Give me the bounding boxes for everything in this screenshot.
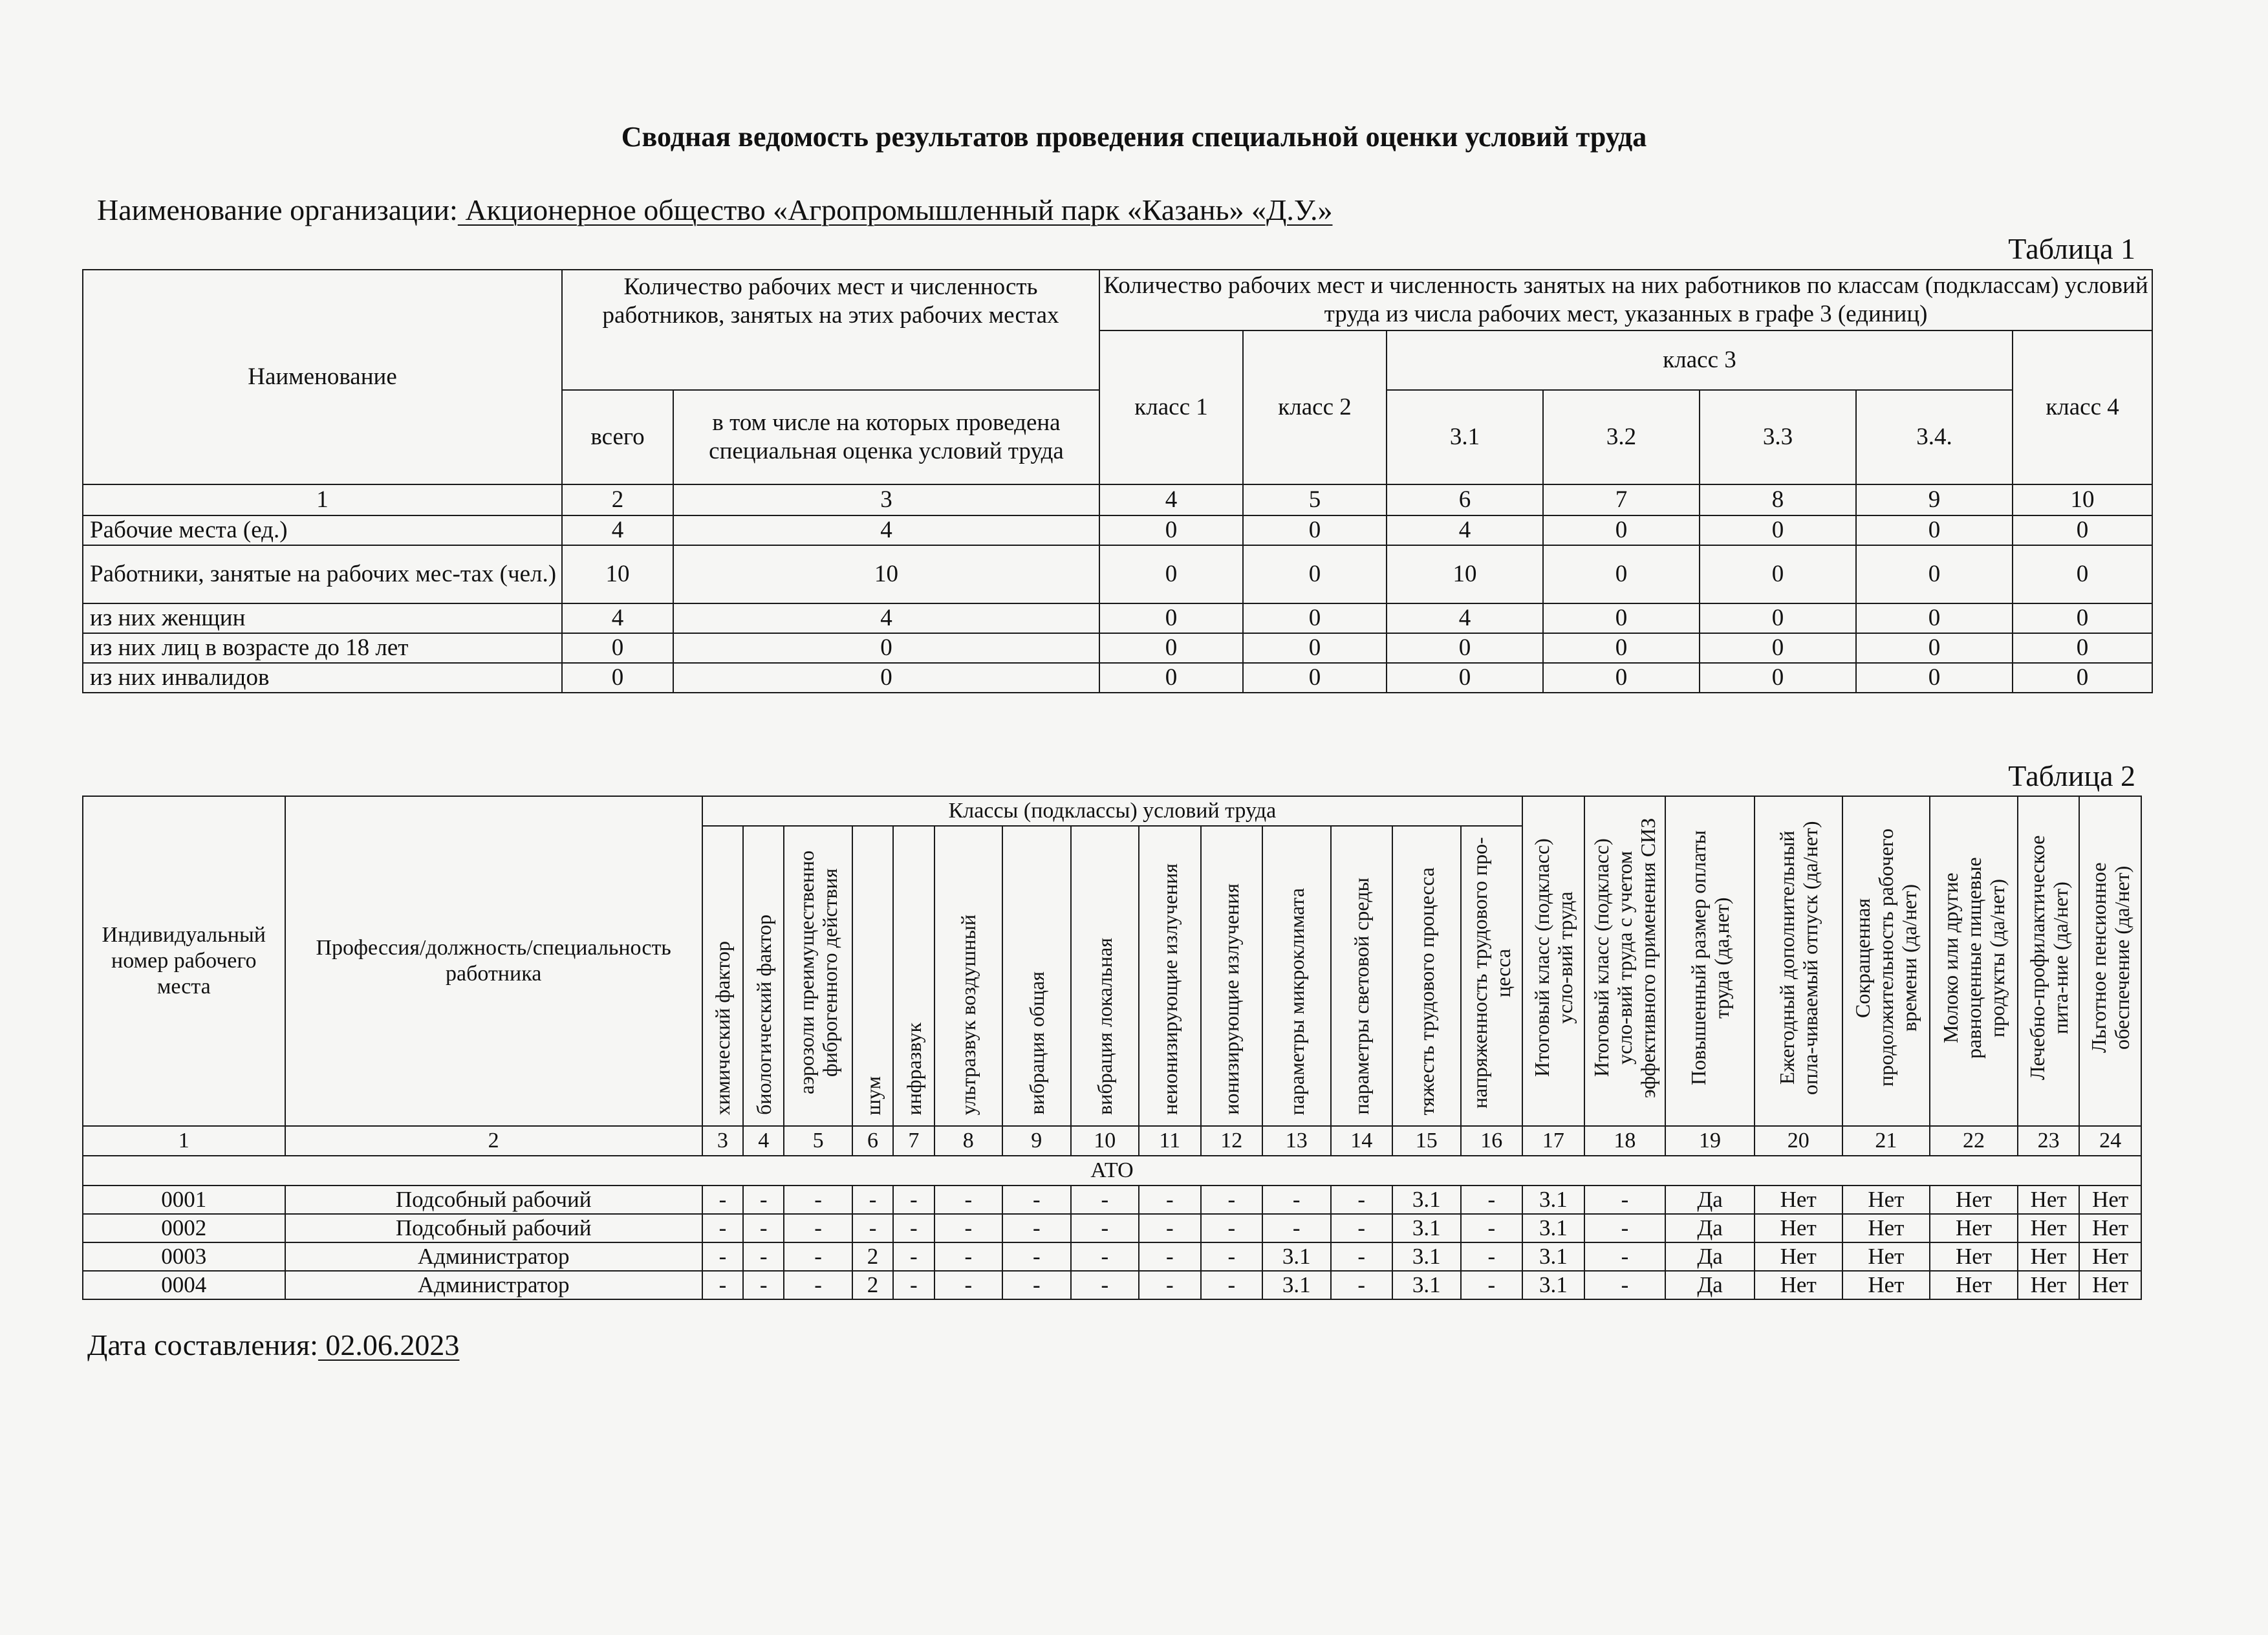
column-number: 5 bbox=[1243, 484, 1387, 515]
header-extra bbox=[1665, 796, 1755, 1126]
header-total: всего bbox=[562, 390, 673, 484]
table-cell: 0 bbox=[1543, 515, 1700, 545]
table-row bbox=[83, 515, 2152, 545]
table-cell: Нет bbox=[1842, 1186, 1930, 1214]
table-cell: - bbox=[1002, 1242, 1071, 1271]
table-cell: Да bbox=[1665, 1186, 1755, 1214]
organization-name: Акционерное общество «Агропромышленный парк «Казань» «Д.У.» bbox=[457, 193, 1333, 226]
table-cell: 0 bbox=[1243, 633, 1387, 663]
header-factor-text: биологический фактор bbox=[751, 915, 775, 1115]
table-cell: - bbox=[893, 1271, 934, 1299]
header-extra bbox=[1930, 796, 2018, 1126]
table-cell: 10 bbox=[1387, 545, 1543, 603]
header-extra-text: Лечебно-профилактическое пита-ние (да/нет) bbox=[2025, 835, 2072, 1081]
table-cell: 0 bbox=[1099, 603, 1243, 633]
table-cell: - bbox=[1201, 1186, 1262, 1214]
table-cell: 3.1 bbox=[1392, 1271, 1461, 1299]
header-factor-text: напряженность трудового про-цесса bbox=[1468, 837, 1515, 1109]
table-cell: 3.1 bbox=[1522, 1186, 1584, 1214]
table-row bbox=[83, 603, 2152, 633]
table-cell: - bbox=[743, 1242, 784, 1271]
table-cell: 2 bbox=[852, 1271, 893, 1299]
date-line bbox=[87, 1326, 459, 1365]
workplace-number: 0002 bbox=[83, 1214, 285, 1242]
column-number: 15 bbox=[1392, 1126, 1461, 1156]
table-cell: - bbox=[1139, 1186, 1200, 1214]
table-cell: - bbox=[893, 1214, 934, 1242]
table-cell: - bbox=[1201, 1214, 1262, 1242]
table2-caption: Таблица 2 bbox=[2008, 759, 2135, 792]
table-cell: 4 bbox=[562, 515, 673, 545]
table-cell: - bbox=[1002, 1271, 1071, 1299]
column-number: 9 bbox=[1856, 484, 2013, 515]
header-extra-text: Итоговый класс (подкласс) усло-вий труда с учетом эффективного применения СИЗ bbox=[1590, 817, 1660, 1098]
header-factor-text: вибрация общая bbox=[1024, 971, 1048, 1115]
column-numbers-row bbox=[83, 1126, 2141, 1156]
table-cell: 3.1 bbox=[1392, 1242, 1461, 1271]
header-factor-text: параметры световой среды bbox=[1350, 878, 1374, 1115]
table-cell: - bbox=[1002, 1214, 1071, 1242]
table-cell: - bbox=[1331, 1186, 1392, 1214]
table-cell: 3.1 bbox=[1262, 1271, 1331, 1299]
header-name: Наименование bbox=[83, 270, 562, 484]
column-number: 9 bbox=[1002, 1126, 1071, 1156]
table-cell: - bbox=[934, 1271, 1003, 1299]
table-cell: 3.1 bbox=[1392, 1186, 1461, 1214]
table-cell: Нет bbox=[2018, 1214, 2079, 1242]
column-number: 3 bbox=[673, 484, 1099, 515]
header-factor bbox=[702, 826, 743, 1126]
table-cell: Нет bbox=[2079, 1271, 2141, 1299]
header-extra-text: Сокращенная продолжительность рабочего времени (да/нет) bbox=[1851, 828, 1921, 1087]
table-cell: - bbox=[1071, 1271, 1139, 1299]
table-cell: 0 bbox=[1243, 545, 1387, 603]
table-cell: Нет bbox=[1755, 1186, 1842, 1214]
table-cell: Нет bbox=[2018, 1242, 2079, 1271]
table-cell: 0 bbox=[562, 663, 673, 693]
column-number: 6 bbox=[1387, 484, 1543, 515]
column-number: 17 bbox=[1522, 1126, 1584, 1156]
column-number: 16 bbox=[1461, 1126, 1523, 1156]
header-class4: класс 4 bbox=[2013, 330, 2152, 484]
header-factor-text: неионизирующие излучения bbox=[1158, 863, 1182, 1115]
table-cell: 0 bbox=[1700, 633, 1856, 663]
table-cell: - bbox=[1461, 1214, 1523, 1242]
header-assessed: в том числе на которых проведена специальная оценка условий труда bbox=[673, 390, 1099, 484]
table-cell: 0 bbox=[1243, 603, 1387, 633]
table-row bbox=[83, 1214, 2141, 1242]
header-extra-text: Повышенный размер оплаты труда (да,нет) bbox=[1687, 830, 1734, 1086]
table-cell: - bbox=[1461, 1242, 1523, 1271]
table-cell: 0 bbox=[1856, 633, 2013, 663]
table-cell: 0 bbox=[1243, 663, 1387, 693]
column-number: 20 bbox=[1755, 1126, 1842, 1156]
table-cell: Нет bbox=[2018, 1186, 2079, 1214]
table-cell: 0 bbox=[1099, 515, 1243, 545]
table-cell: 4 bbox=[673, 515, 1099, 545]
table-cell: - bbox=[1584, 1242, 1666, 1271]
table-cell: - bbox=[893, 1242, 934, 1271]
table-cell: - bbox=[784, 1214, 852, 1242]
table-cell: 0 bbox=[1856, 603, 2013, 633]
table-cell: Нет bbox=[1755, 1271, 1842, 1299]
document-title: Сводная ведомость результатов проведения специальной оценки условий труда bbox=[621, 121, 1647, 153]
table-cell: 0 bbox=[1543, 603, 1700, 633]
table-cell: Нет bbox=[1755, 1214, 1842, 1242]
profession-name: Администратор bbox=[285, 1271, 702, 1299]
header-factor bbox=[934, 826, 1003, 1126]
table-cell: 3.1 bbox=[1522, 1214, 1584, 1242]
header-sub-3-4: 3.4. bbox=[1856, 390, 2013, 484]
profession-name: Подсобный рабочий bbox=[285, 1214, 702, 1242]
table-row bbox=[83, 545, 2152, 603]
table-cell: - bbox=[702, 1271, 743, 1299]
table1-caption: Таблица 1 bbox=[2008, 232, 2135, 265]
table-cell: 0 bbox=[1856, 515, 2013, 545]
table-cell: 2 bbox=[852, 1242, 893, 1271]
organization-line bbox=[97, 191, 1332, 230]
header-extra bbox=[1584, 796, 1666, 1126]
header-factor-text: аэрозоли преимущественно фиброгенного действия bbox=[795, 850, 842, 1095]
column-number: 4 bbox=[1099, 484, 1243, 515]
header-classes-group: Количество рабочих мест и численность занятых на них работников по классам (подклассам) условий труда из числа рабочих мест, указанных в графе 3 (единиц) bbox=[1099, 270, 2152, 330]
date-value: 02.06.2023 bbox=[318, 1328, 460, 1361]
row-label: из них инвалидов bbox=[83, 663, 562, 693]
table-cell: - bbox=[1331, 1271, 1392, 1299]
table-cell: 0 bbox=[1387, 633, 1543, 663]
workplace-number: 0001 bbox=[83, 1186, 285, 1214]
table-cell: - bbox=[1139, 1214, 1200, 1242]
table-cell: Нет bbox=[1842, 1242, 1930, 1271]
table-cell: Нет bbox=[1930, 1242, 2018, 1271]
table-row bbox=[83, 1271, 2141, 1299]
column-number: 18 bbox=[1584, 1126, 1666, 1156]
table-cell: Нет bbox=[2018, 1271, 2079, 1299]
column-number: 2 bbox=[562, 484, 673, 515]
table-cell: - bbox=[702, 1242, 743, 1271]
table-cell: - bbox=[1584, 1271, 1666, 1299]
column-number: 21 bbox=[1842, 1126, 1930, 1156]
table-cell: - bbox=[1584, 1186, 1666, 1214]
table-cell: 0 bbox=[673, 633, 1099, 663]
header-factor-text: тяжесть трудового процесса bbox=[1414, 867, 1438, 1115]
table-cell: - bbox=[893, 1186, 934, 1214]
table-cell: Нет bbox=[1842, 1271, 1930, 1299]
table-cell: - bbox=[1331, 1242, 1392, 1271]
table-cell: 4 bbox=[562, 603, 673, 633]
header-profession: Профессия/должность/специальность работника bbox=[285, 796, 702, 1126]
table-cell: Нет bbox=[2079, 1186, 2141, 1214]
header-extra bbox=[2018, 796, 2079, 1126]
table-cell: - bbox=[1201, 1242, 1262, 1271]
table-cell: 4 bbox=[673, 603, 1099, 633]
table-cell: Да bbox=[1665, 1242, 1755, 1271]
organization-label: Наименование организации: bbox=[97, 193, 458, 226]
table-cell: - bbox=[852, 1214, 893, 1242]
table-cell: 0 bbox=[2013, 663, 2152, 693]
header-factor bbox=[893, 826, 934, 1126]
table-cell: 0 bbox=[673, 663, 1099, 693]
column-number: 10 bbox=[1071, 1126, 1139, 1156]
table-row bbox=[83, 1186, 2141, 1214]
table-cell: - bbox=[1071, 1214, 1139, 1242]
table-cell: - bbox=[1262, 1186, 1331, 1214]
column-number: 22 bbox=[1930, 1126, 2018, 1156]
table-cell: Да bbox=[1665, 1214, 1755, 1242]
table-cell: - bbox=[1461, 1271, 1523, 1299]
table-cell: - bbox=[934, 1186, 1003, 1214]
table-cell: Нет bbox=[1930, 1214, 2018, 1242]
table-cell: 0 bbox=[1387, 663, 1543, 693]
header-extra bbox=[1522, 796, 1584, 1126]
header-factor-text: ионизирующие излучения bbox=[1220, 883, 1244, 1115]
table-cell: 10 bbox=[673, 545, 1099, 603]
column-numbers-row bbox=[83, 484, 2152, 515]
header-sub-3-2: 3.2 bbox=[1543, 390, 1700, 484]
table-row bbox=[83, 663, 2152, 693]
table-cell: 0 bbox=[1543, 663, 1700, 693]
table-cell: 0 bbox=[1543, 545, 1700, 603]
table-cell: 0 bbox=[2013, 603, 2152, 633]
table-cell: Нет bbox=[2079, 1214, 2141, 1242]
table-cell: - bbox=[784, 1242, 852, 1271]
header-extra bbox=[1842, 796, 1930, 1126]
table1 bbox=[82, 269, 2153, 693]
table-cell: - bbox=[702, 1214, 743, 1242]
header-extra-text: Льготное пенсионное обеспечение (да/нет) bbox=[2087, 862, 2134, 1054]
table-cell: 4 bbox=[1387, 603, 1543, 633]
table-cell: Нет bbox=[1755, 1242, 1842, 1271]
table-cell: - bbox=[1262, 1214, 1331, 1242]
header-factor-text: вибрация локальная bbox=[1093, 938, 1117, 1115]
date-label: Дата составления: bbox=[87, 1328, 318, 1361]
column-number: 8 bbox=[1700, 484, 1856, 515]
column-number: 8 bbox=[934, 1126, 1003, 1156]
table-cell: - bbox=[1071, 1242, 1139, 1271]
section-label: АТО bbox=[83, 1156, 2141, 1186]
column-number: 19 bbox=[1665, 1126, 1755, 1156]
section-row bbox=[83, 1156, 2141, 1186]
header-factor bbox=[1071, 826, 1139, 1126]
table-cell: 0 bbox=[1543, 633, 1700, 663]
table-cell: 3.1 bbox=[1522, 1242, 1584, 1271]
profession-name: Подсобный рабочий bbox=[285, 1186, 702, 1214]
workplace-number: 0004 bbox=[83, 1271, 285, 1299]
header-sub-3-3: 3.3 bbox=[1700, 390, 1856, 484]
table-cell: 0 bbox=[1700, 663, 1856, 693]
header-factor bbox=[1262, 826, 1331, 1126]
header-extra-text: Молоко или другие равноценные пищевые продукты (да/нет) bbox=[1939, 857, 2009, 1059]
column-number: 6 bbox=[852, 1126, 893, 1156]
header-classes: Классы (подклассы) условий труда bbox=[702, 796, 1522, 826]
profession-name: Администратор bbox=[285, 1242, 702, 1271]
workplace-number: 0003 bbox=[83, 1242, 285, 1271]
header-sub-3-1: 3.1 bbox=[1387, 390, 1543, 484]
header-count-group: Количество рабочих мест и численность работников, занятых на этих рабочих местах bbox=[562, 270, 1099, 390]
table-cell: Нет bbox=[1842, 1214, 1930, 1242]
row-label: из них женщин bbox=[83, 603, 562, 633]
row-label: Рабочие места (ед.) bbox=[83, 515, 562, 545]
header-factor bbox=[1139, 826, 1200, 1126]
table-cell: - bbox=[934, 1214, 1003, 1242]
table-cell: 3.1 bbox=[1522, 1271, 1584, 1299]
table-cell: - bbox=[1071, 1186, 1139, 1214]
table-cell: - bbox=[784, 1186, 852, 1214]
table-cell: 4 bbox=[1387, 515, 1543, 545]
table-cell: - bbox=[1201, 1271, 1262, 1299]
table-cell: - bbox=[1584, 1214, 1666, 1242]
header-workplace-number: Индивидуальный номер рабочего места bbox=[83, 796, 285, 1126]
row-label: из них лиц в возрасте до 18 лет bbox=[83, 633, 562, 663]
table-cell: Нет bbox=[1930, 1186, 2018, 1214]
table-cell: - bbox=[1139, 1271, 1200, 1299]
column-number: 1 bbox=[83, 484, 562, 515]
column-number: 1 bbox=[83, 1126, 285, 1156]
table-row bbox=[83, 633, 2152, 663]
column-number: 23 bbox=[2018, 1126, 2079, 1156]
header-factor bbox=[1461, 826, 1523, 1126]
header-factor bbox=[1201, 826, 1262, 1126]
table-cell: 0 bbox=[1700, 603, 1856, 633]
table-cell: 0 bbox=[562, 633, 673, 663]
table-cell: Нет bbox=[1930, 1271, 2018, 1299]
table-cell: - bbox=[852, 1186, 893, 1214]
table-cell: 0 bbox=[1700, 515, 1856, 545]
column-number: 4 bbox=[743, 1126, 784, 1156]
header-factor bbox=[1392, 826, 1461, 1126]
header-factor bbox=[1002, 826, 1071, 1126]
table-cell: 3.1 bbox=[1392, 1214, 1461, 1242]
table-cell: Да bbox=[1665, 1271, 1755, 1299]
column-number: 7 bbox=[893, 1126, 934, 1156]
header-extra bbox=[1755, 796, 1842, 1126]
table-cell: - bbox=[743, 1214, 784, 1242]
table-cell: - bbox=[743, 1186, 784, 1214]
table-cell: - bbox=[1331, 1214, 1392, 1242]
header-factor-text: химический фактор bbox=[711, 940, 735, 1115]
table-cell: - bbox=[702, 1186, 743, 1214]
header-factor-text: инфразвук bbox=[902, 1022, 925, 1115]
table-cell: 0 bbox=[2013, 515, 2152, 545]
table-cell: 0 bbox=[1856, 663, 2013, 693]
column-number: 14 bbox=[1331, 1126, 1392, 1156]
header-extra-text: Ежегодный дополнительный опла-чиваемый отпуск (да/нет) bbox=[1775, 821, 1822, 1095]
column-number: 3 bbox=[702, 1126, 743, 1156]
table-cell: 10 bbox=[562, 545, 673, 603]
column-number: 2 bbox=[285, 1126, 702, 1156]
table-cell: 0 bbox=[1243, 515, 1387, 545]
table-cell: - bbox=[784, 1271, 852, 1299]
header-factor bbox=[1331, 826, 1392, 1126]
header-factor-text: шум bbox=[861, 1076, 885, 1115]
row-label: Работники, занятые на рабочих мес-тах (чел.) bbox=[83, 545, 562, 603]
table-cell: - bbox=[743, 1271, 784, 1299]
column-number: 7 bbox=[1543, 484, 1700, 515]
table-cell: 0 bbox=[1700, 545, 1856, 603]
table-cell: 0 bbox=[2013, 633, 2152, 663]
column-number: 13 bbox=[1262, 1126, 1331, 1156]
header-factor bbox=[743, 826, 784, 1126]
table-cell: 0 bbox=[1099, 663, 1243, 693]
table-cell: 0 bbox=[2013, 545, 2152, 603]
header-factor bbox=[784, 826, 852, 1126]
header-class3: класс 3 bbox=[1387, 330, 2013, 390]
table-cell: - bbox=[1002, 1186, 1071, 1214]
column-number: 5 bbox=[784, 1126, 852, 1156]
table-cell: 3.1 bbox=[1262, 1242, 1331, 1271]
table2 bbox=[82, 796, 2142, 1300]
table-cell: - bbox=[1139, 1242, 1200, 1271]
column-number: 10 bbox=[2013, 484, 2152, 515]
table-cell: - bbox=[1461, 1186, 1523, 1214]
header-factor bbox=[852, 826, 893, 1126]
header-class2: класс 2 bbox=[1243, 330, 1387, 484]
column-number: 12 bbox=[1201, 1126, 1262, 1156]
table-cell: 0 bbox=[1856, 545, 2013, 603]
header-extra bbox=[2079, 796, 2141, 1126]
table-cell: 0 bbox=[1099, 545, 1243, 603]
header-extra-text: Итоговый класс (подкласс) усло-вий труда bbox=[1529, 838, 1577, 1077]
column-number: 11 bbox=[1139, 1126, 1200, 1156]
column-number: 24 bbox=[2079, 1126, 2141, 1156]
table-row bbox=[83, 1242, 2141, 1271]
table-cell: - bbox=[934, 1242, 1003, 1271]
header-factor-text: параметры микроклимата bbox=[1284, 887, 1308, 1115]
header-class1: класс 1 bbox=[1099, 330, 1243, 484]
table-cell: 0 bbox=[1099, 633, 1243, 663]
table-cell: Нет bbox=[2079, 1242, 2141, 1271]
header-factor-text: ультразвук воздушный bbox=[956, 914, 980, 1115]
